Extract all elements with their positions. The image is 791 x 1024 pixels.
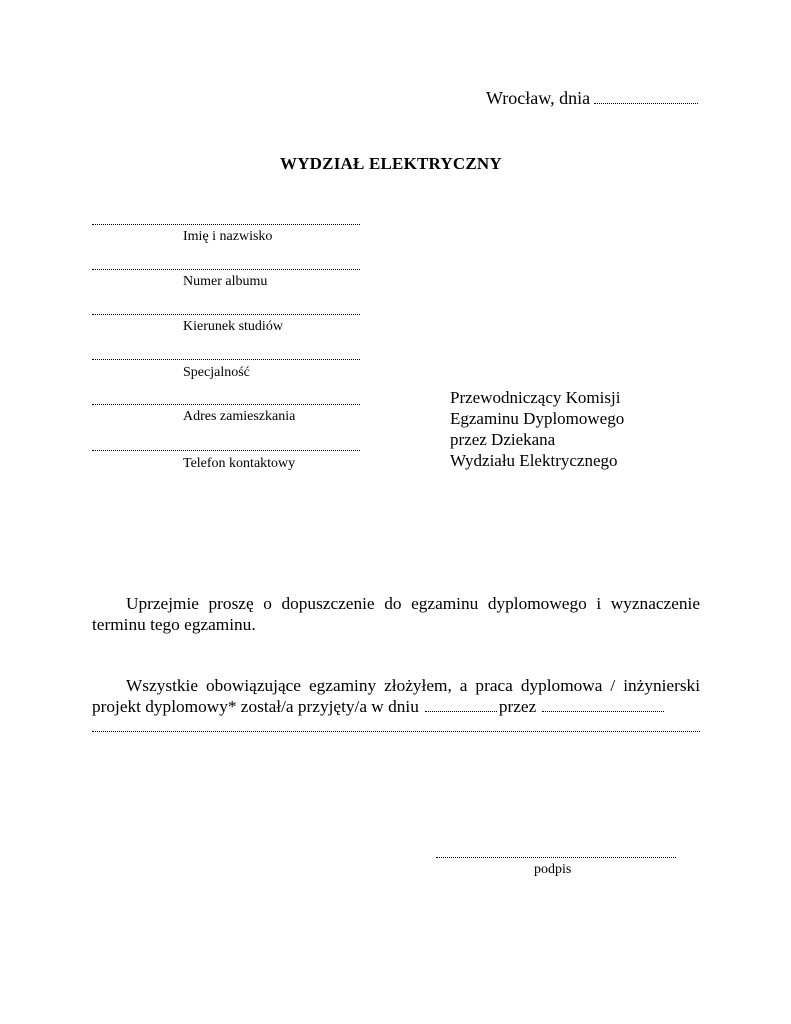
phone-field[interactable]: [92, 450, 360, 451]
address-label: Adres zamieszkania: [183, 409, 296, 424]
request-line-1: Uprzejmie proszę o dopuszczenie do egzaminu dyplomowego i wyznaczenie: [126, 594, 700, 613]
album-number-field[interactable]: [92, 269, 360, 270]
addressee-line-1: Przewodniczący Komisji: [450, 388, 621, 407]
declaration-text-b: przez: [498, 697, 537, 716]
addressee-line-4: Wydziału Elektrycznego: [450, 451, 618, 470]
date-field[interactable]: [594, 103, 698, 104]
address-field[interactable]: [92, 404, 360, 405]
signature-field[interactable]: [436, 857, 676, 858]
addressee-block: [450, 387, 624, 471]
request-paragraph: [92, 593, 700, 635]
name-field[interactable]: [92, 224, 360, 225]
album-number-label: Numer albumu: [183, 274, 268, 289]
declaration-paragraph: [92, 675, 700, 717]
declaration-line-2: [92, 696, 700, 717]
name-label: Imię i nazwisko: [183, 229, 273, 244]
addressee-line-2: Egzaminu Dyplomowego: [450, 409, 625, 428]
signature-label: podpis: [534, 862, 572, 877]
specialty-label: Specjalność: [183, 365, 250, 380]
declaration-text-a: projekt dyplomowy* został/a przyjęty/a w dniu: [92, 697, 419, 716]
phone-label: Telefon kontaktowy: [183, 456, 296, 471]
city-date-line: [486, 88, 698, 109]
faculty-title: WYDZIAŁ ELEKTRYCZNY: [280, 154, 502, 173]
specialty-field[interactable]: [92, 359, 360, 360]
addressee-line-3: przez Dziekana: [450, 430, 556, 449]
accepted-by-field[interactable]: [542, 711, 664, 712]
study-field-field[interactable]: [92, 314, 360, 315]
study-field-label: Kierunek studiów: [183, 319, 283, 334]
declaration-line-1: Wszystkie obowiązujące egzaminy złożyłem, a praca dyplomowa / inżynierski: [126, 676, 700, 695]
accepted-by-continuation-field[interactable]: [92, 731, 700, 732]
city-date-label: Wrocław, dnia: [486, 88, 591, 108]
acceptance-date-field[interactable]: [425, 711, 497, 712]
request-line-2: terminu tego egzaminu.: [92, 615, 256, 634]
